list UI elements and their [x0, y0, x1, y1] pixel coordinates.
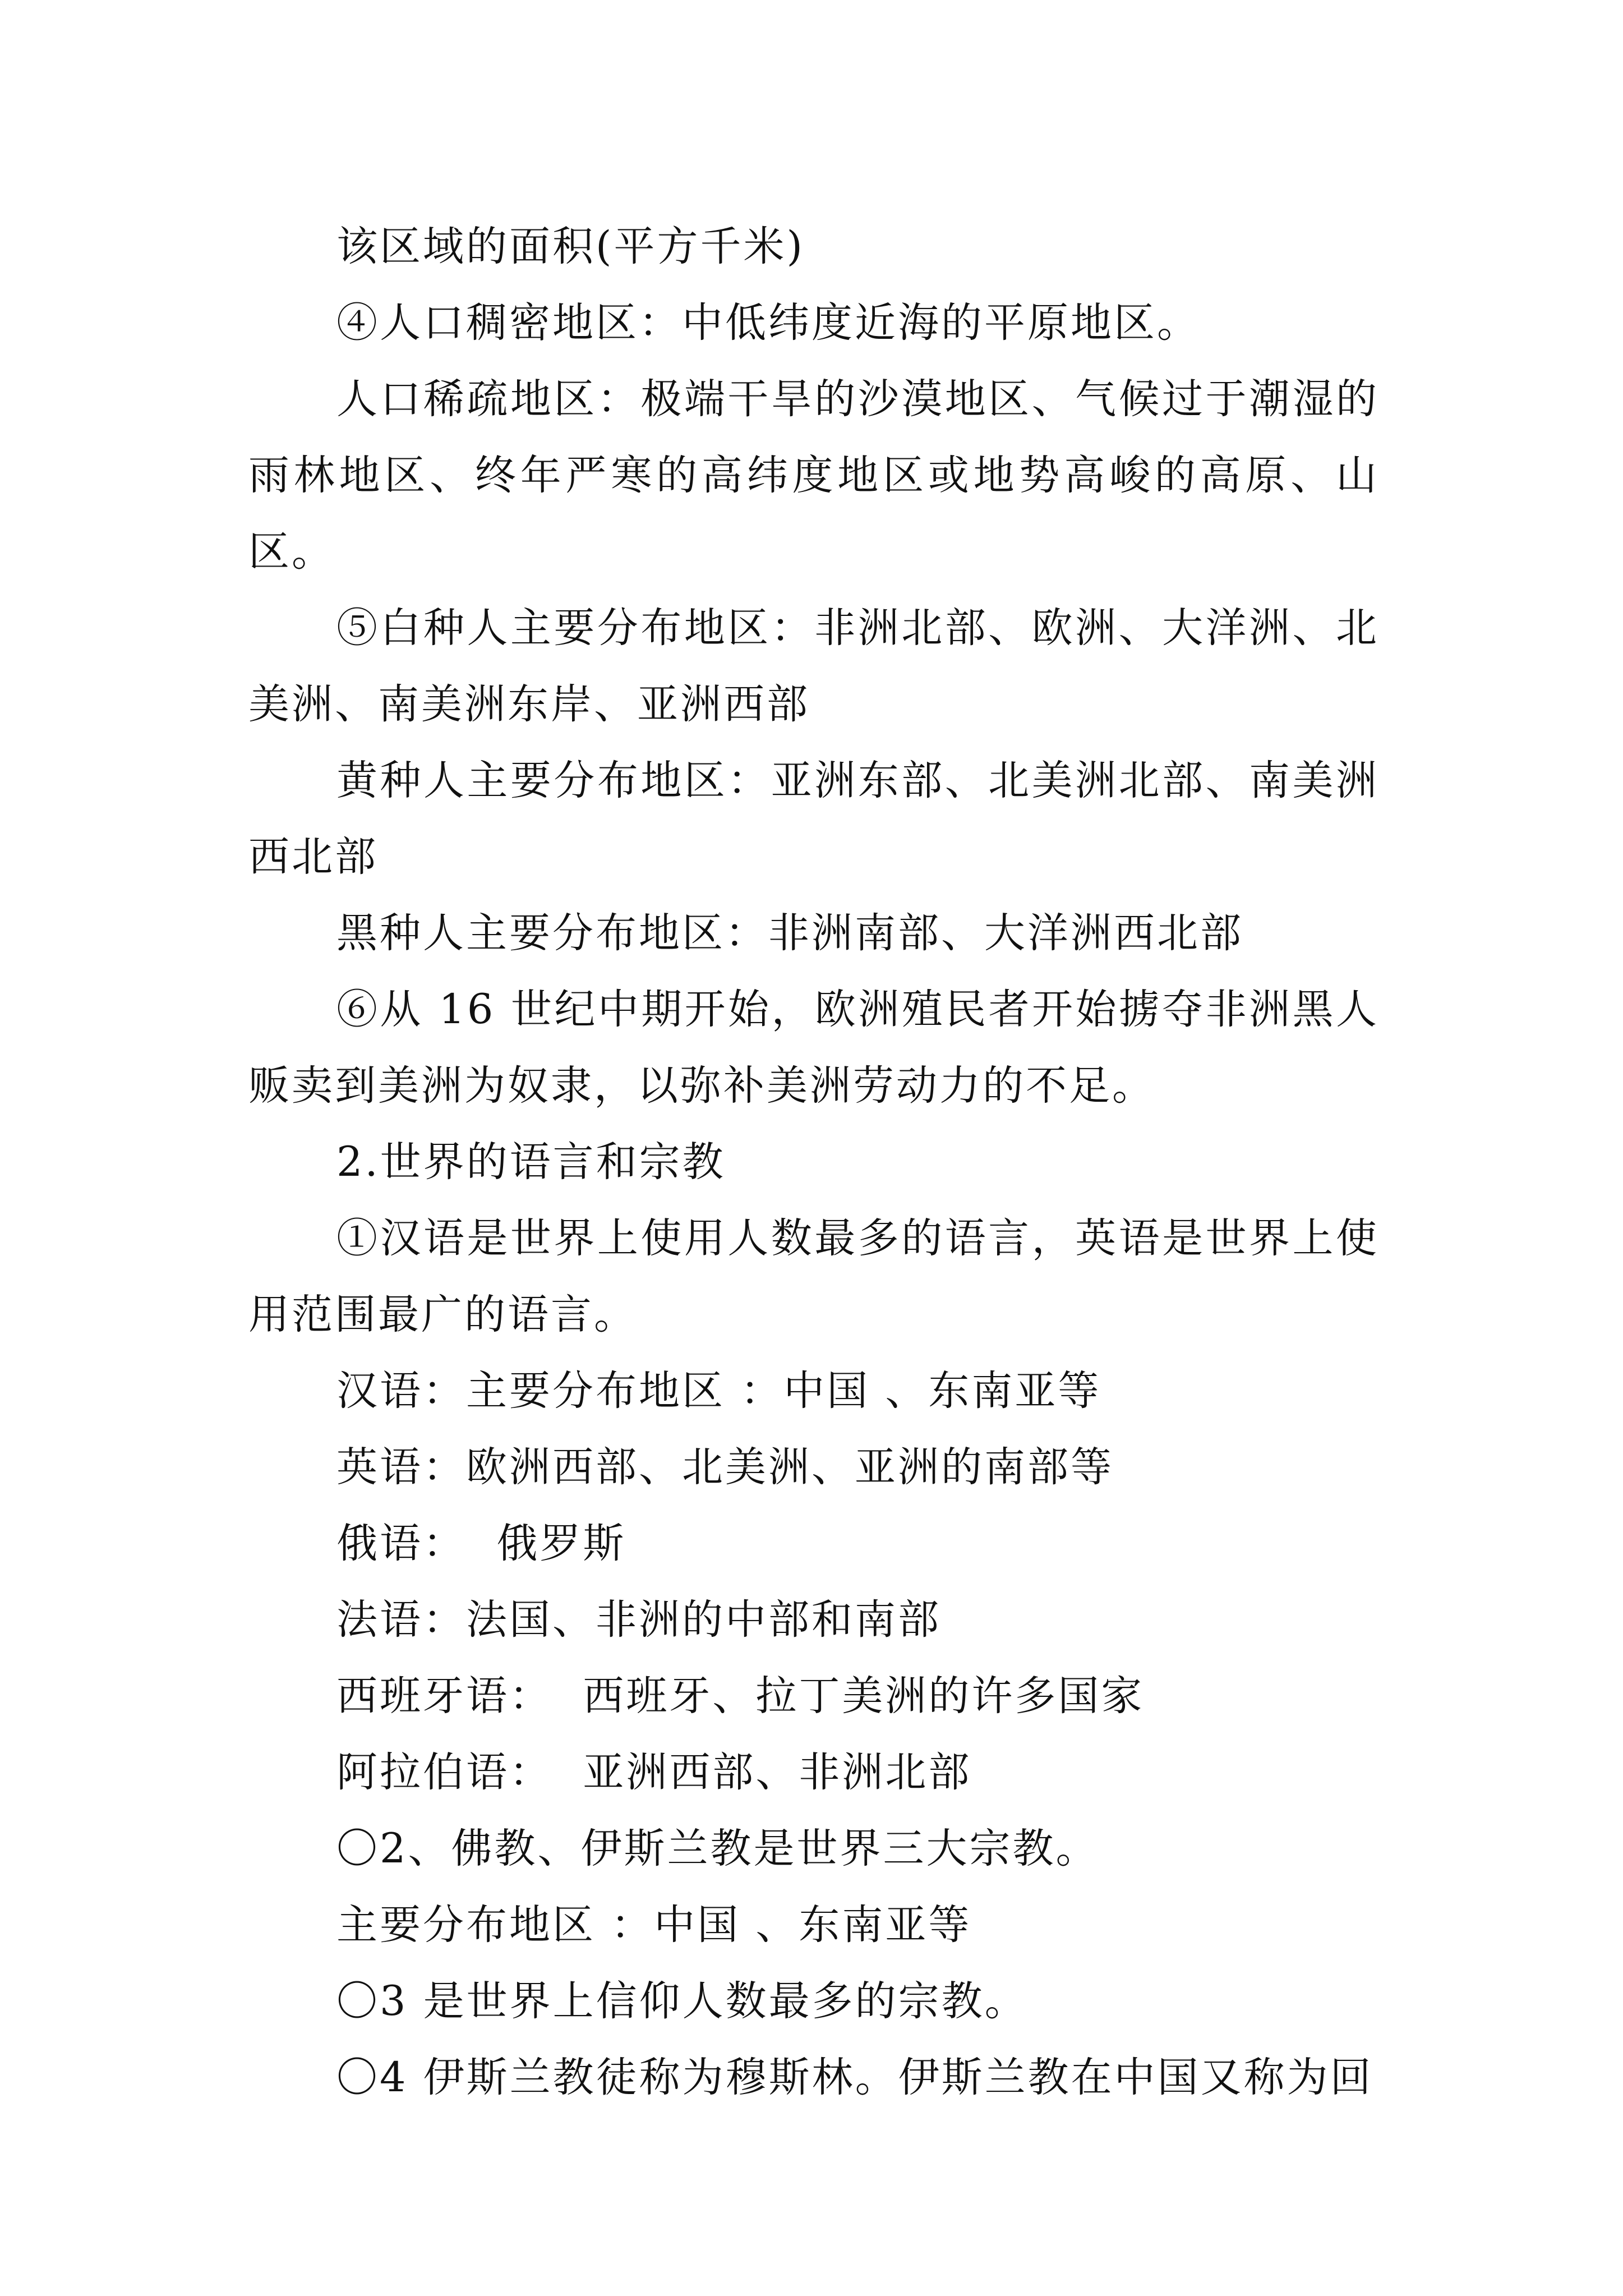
- section-heading-language-religion: 2.世界的语言和宗教: [336, 1138, 726, 1186]
- paragraph-spanish-distribution: 西班牙语： 西班牙、拉丁美洲的许多国家: [336, 1672, 1145, 1720]
- document-body: [248, 209, 1379, 2116]
- paragraph-most-believers: 〇3 是世界上信仰人数最多的宗教。: [336, 1977, 1028, 2025]
- paragraph-islam-muslims: 〇4 伊斯兰教徒称为穆斯林。伊斯兰教在中国又称为回: [336, 2054, 1373, 2101]
- paragraph-yellow-race: 黄种人主要分布地区：亚洲东部、北美洲北部、南美洲西北部: [248, 757, 1379, 881]
- paragraph-slave-trade: ⑥从 16 世纪中期开始，欧洲殖民者开始掳夺非洲黑人贩卖到美洲为奴隶，以弥补美洲劳动力的不足。: [248, 986, 1379, 1110]
- paragraph-chinese-distribution: 汉语：主要分布地区 ：中国 、东南亚等: [336, 1367, 1101, 1415]
- paragraph-religion-distribution: 主要分布地区 ：中国 、东南亚等: [336, 1901, 972, 1949]
- paragraph-english-distribution: 英语：欧洲西部、北美洲、亚洲的南部等: [336, 1443, 1114, 1491]
- paragraph-chinese-english: ①汉语是世界上使用人数最多的语言，英语是世界上使用范围最广的语言。: [248, 1214, 1379, 1338]
- paragraph-arabic-distribution: 阿拉伯语： 亚洲西部、非洲北部: [336, 1749, 972, 1796]
- paragraph-white-race: ⑤白种人主要分布地区：非洲北部、欧洲、大洋洲、北美洲、南美洲东岸、亚洲西部: [248, 604, 1379, 728]
- paragraph-area-unit: 该区域的面积(平方千米): [336, 223, 805, 270]
- paragraph-three-religions: 〇2、佛教、伊斯兰教是世界三大宗教。: [336, 1825, 1099, 1872]
- paragraph-black-race: 黑种人主要分布地区：非洲南部、大洋洲西北部: [336, 909, 1243, 957]
- paragraph-french-distribution: 法语：法国、非洲的中部和南部: [336, 1596, 941, 1644]
- paragraph-russian-distribution: 俄语： 俄罗斯: [336, 1520, 626, 1567]
- paragraph-sparse-population: 人口稀疏地区：极端干旱的沙漠地区、气候过于潮湿的雨林地区、终年严寒的高纬度地区或地势高峻的高原、山区。: [248, 375, 1379, 576]
- paragraph-dense-population: ④人口稠密地区：中低纬度近海的平原地区。: [336, 299, 1200, 347]
